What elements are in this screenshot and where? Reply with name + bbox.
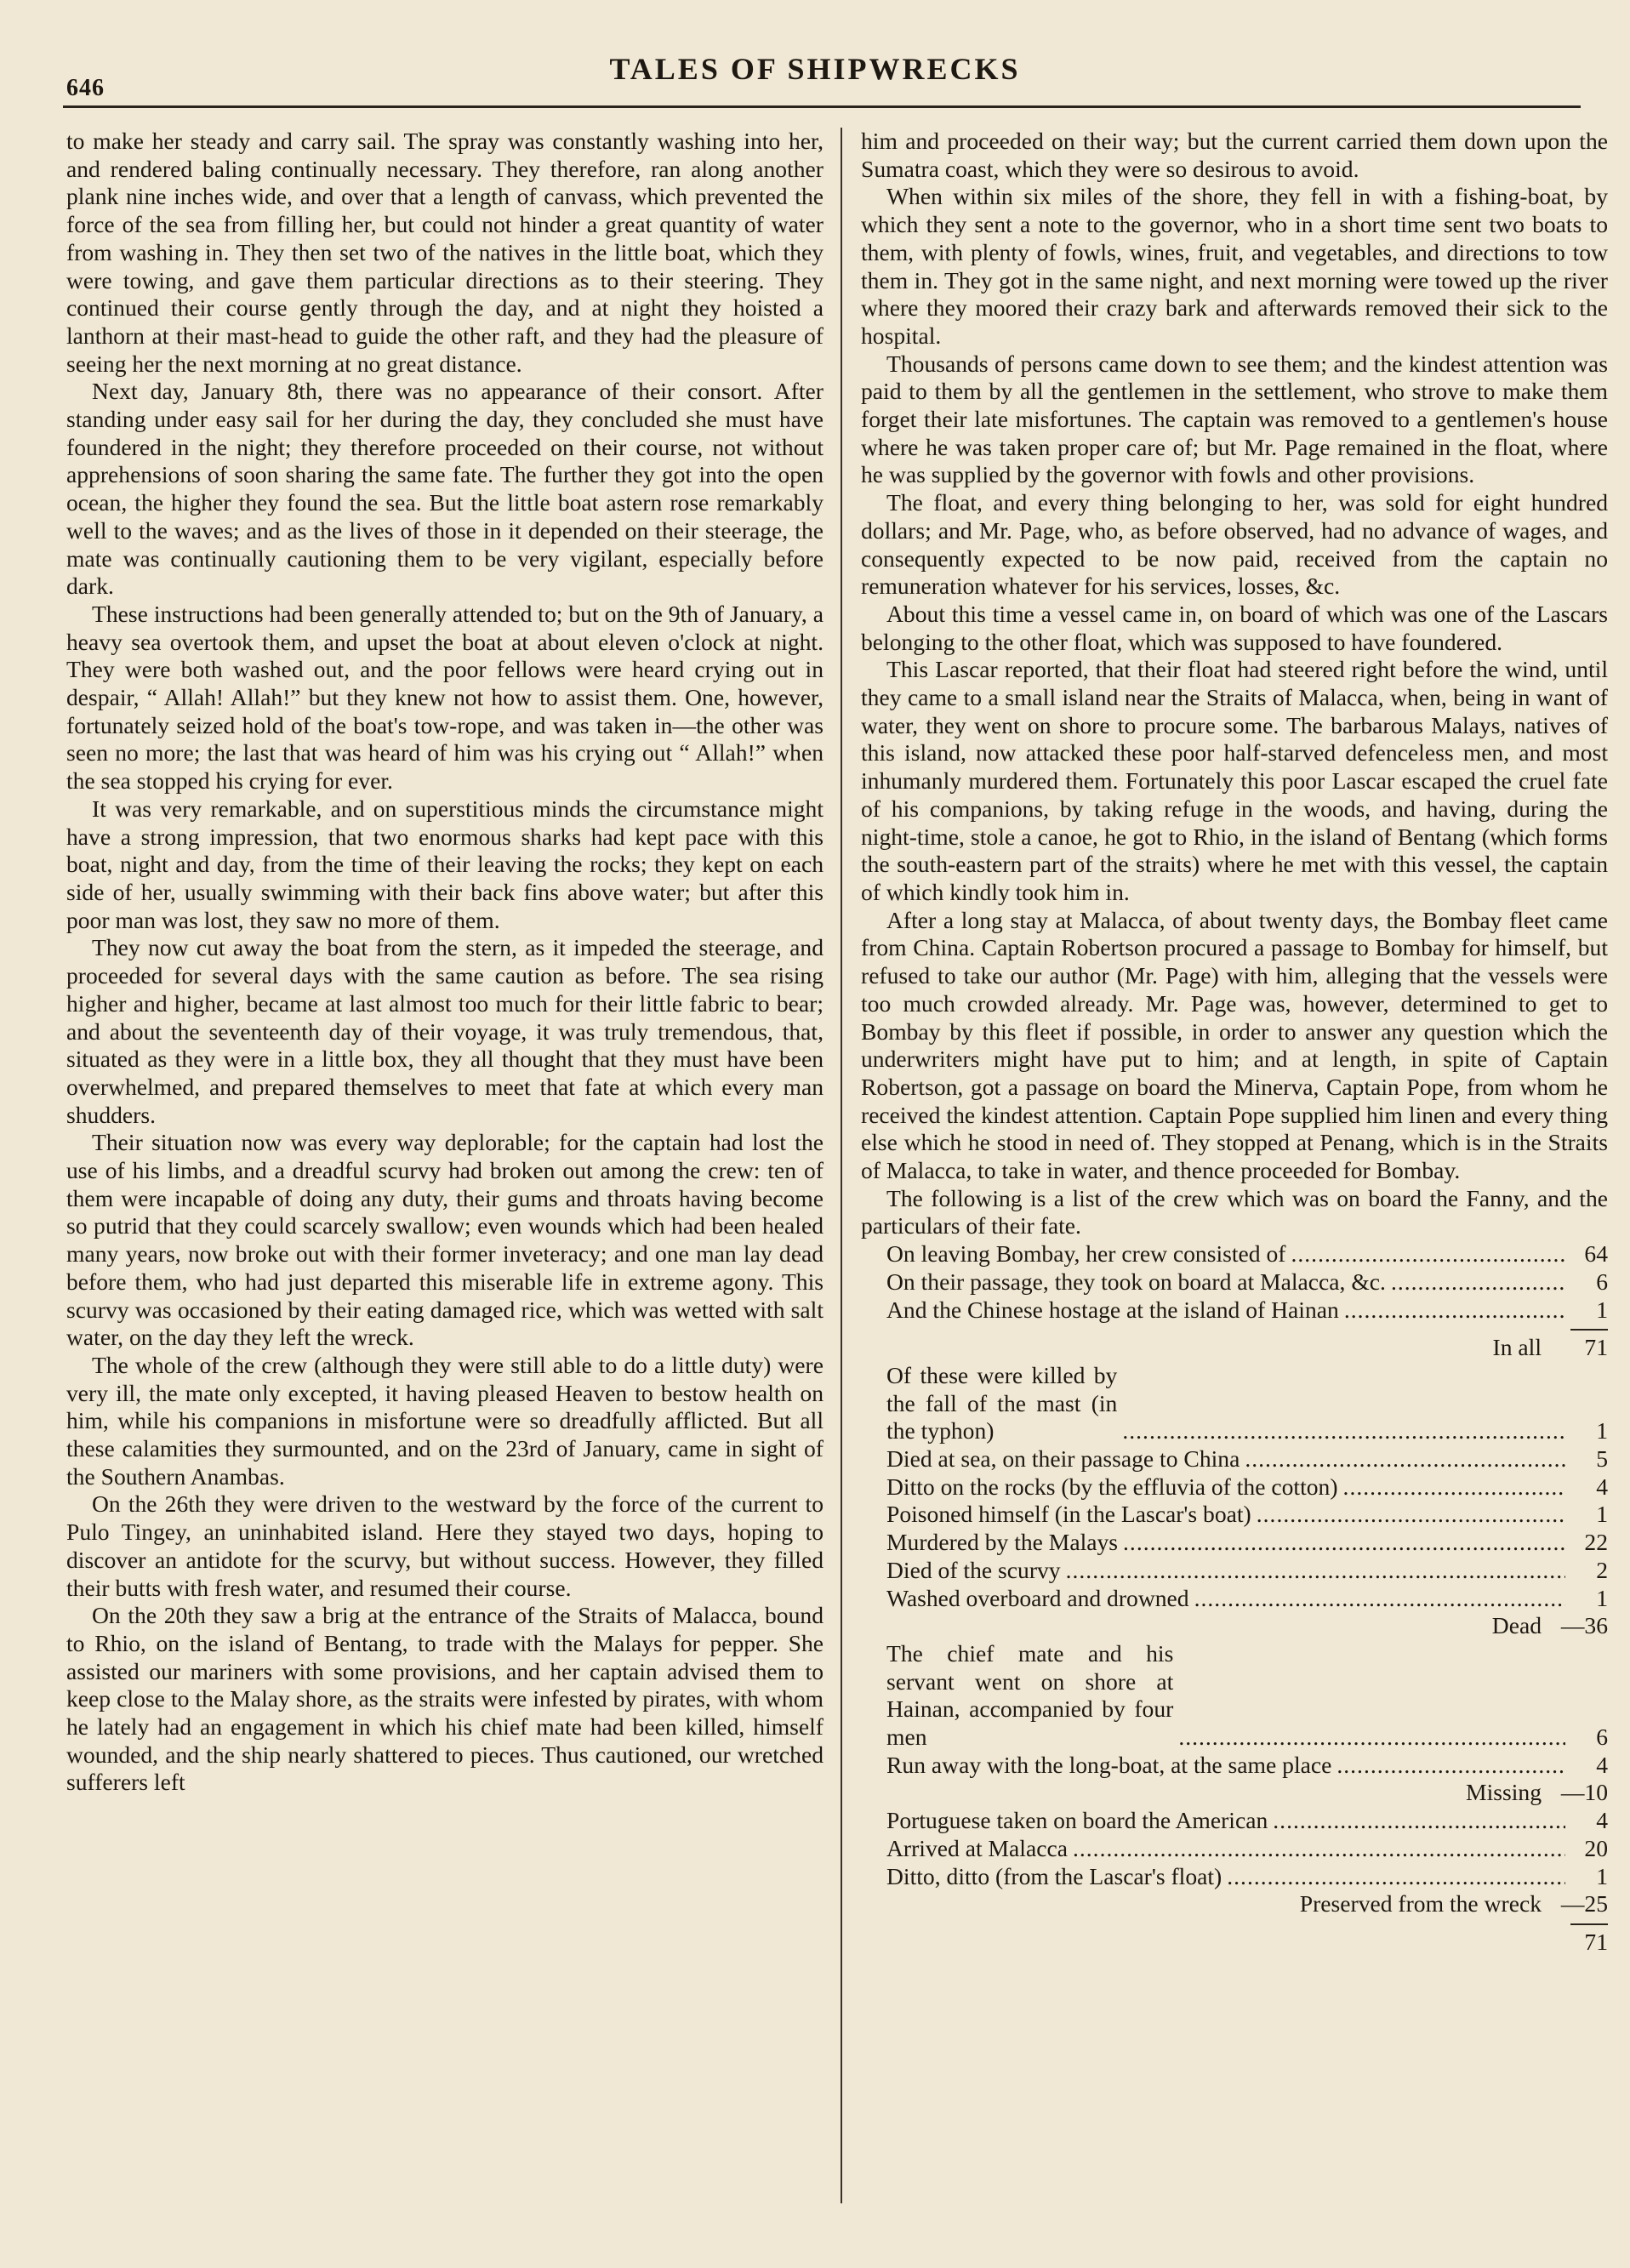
crew-list-intro: The following is a list of the crew which was on board the Fanny, and the particulars of their fate. bbox=[861, 1184, 1608, 1239]
paragraph: These instructions had been generally attended to; but on the 9th of January, a heavy sea overtook them, and upset the boat at about eleven o'clock at night. They were both washed out, and the poor fellows were heard crying out in despair, “ Allah! Allah!” but they knew not how to assist them. One, however, fortunately seized hold of the boat's tow-rope, and was taken in—the other was seen no more; the last that was heard of him was his crying out “ Allah!” when the sea stopped his crying for ever. bbox=[66, 600, 824, 795]
row-value: 20 bbox=[1584, 1834, 1608, 1861]
paragraph: It was very remarkable, and on superstitious minds the circumstance might have a strong impression, that two enormous sharks had kept pace with this boat, night and day, from the time of their leaving the rocks; they kept on each side of her, usually swimming with their back fins above water; but after this poor man was lost, they saw no more of them. bbox=[66, 795, 824, 933]
dot-leader bbox=[1336, 1752, 1565, 1780]
dot-leader bbox=[1391, 1268, 1565, 1296]
row-value: 2 bbox=[1596, 1556, 1608, 1583]
paragraph: After a long stay at Malacca, of about twenty days, the Bombay fleet came from China. Captain Robertson procured a passage to Bombay for himself, but refused to take our author (Mr. Page) with him, alleging that the vessels were too much crowded already. Mr. Page was, however, determined to get to Bombay by this fleet if possible, in order to answer any question which the underwriters might have put to him; and at length, in spite of Captain Robertson, got a passage on board the Minerva, Captain Pope, from whom he received the kindest attention. Captain Pope supplied him linen and every thing else which he stood in need of. They stopped at Penang, which is in the Straits of Malacca, to take in water, and thence proceeded for Bombay. bbox=[861, 906, 1608, 1184]
row-label: Murdered by the Malays bbox=[886, 1529, 1119, 1556]
row-label: Washed overboard and drowned bbox=[886, 1584, 1189, 1611]
fate-row bbox=[861, 1362, 1608, 1445]
dot-leader bbox=[1227, 1863, 1565, 1891]
missing-subtotal bbox=[861, 1779, 1608, 1807]
crew-row bbox=[861, 1296, 1608, 1325]
fate-row bbox=[861, 1557, 1608, 1585]
left-column bbox=[66, 128, 824, 1797]
paragraph: This Lascar reported, that their float had steered right before the wind, until they came to a small island near the Straits of Malacca, when, being in want of water, they went on shore to procure some. The barbarous Malays, natives of this island, now attacked these poor half-starved defenceless men, and most inhumanly murdered them. Fortunately this poor Lascar escaped the cruel fate of his companions, by taking refuge in the woods, and having, during the night-time, stole a canoe, he got to Rhio, in the island of Bentang (which forms the south-eastern part of the straits) where he met with this vessel, the captain of which kindly took him in. bbox=[861, 656, 1608, 905]
row-value: 1 bbox=[1596, 1501, 1608, 1528]
fate-row bbox=[861, 1529, 1608, 1557]
fate-row bbox=[861, 1473, 1608, 1502]
row-label: Run away with the long-boat, at the same place bbox=[886, 1751, 1332, 1778]
total-label: In all bbox=[1492, 1334, 1542, 1361]
row-label: Ditto on the rocks (by the effluvia of the cotton) bbox=[886, 1473, 1338, 1500]
missing-row bbox=[861, 1752, 1608, 1780]
in-all-total bbox=[861, 1334, 1608, 1362]
row-value: 4 bbox=[1596, 1807, 1608, 1834]
crew-table bbox=[861, 1240, 1608, 1957]
paragraph: When within six miles of the shore, they fell in with a fishing-boat, by which they sent a note to the governor, who in a short time sent two boats to them, with plenty of fowls, wines, fruit, and vegetables, and directions to tow them in. They got in the same night, and next morning were towed up the river where they moored their crazy bark and afterwards removed their sick to the hospital. bbox=[861, 183, 1608, 349]
dot-leader bbox=[1073, 1835, 1565, 1863]
fate-row bbox=[861, 1585, 1608, 1613]
row-label: Poisoned himself (in the Lascar's boat) bbox=[886, 1501, 1251, 1528]
subtotal-label: Dead bbox=[1491, 1612, 1542, 1639]
row-label: On their passage, they took on board at Malacca, &c. bbox=[886, 1268, 1386, 1295]
row-label: Died of the scurvy bbox=[886, 1556, 1061, 1583]
paragraph: Next day, January 8th, there was no appearance of their consort. After standing under easy sail for her during the day, they concluded she must have foundered in the night; they therefore proceeded on their course, not without apprehensions of soon sharing the same fate. The further they got into the open ocean, the higher they found the sea. But the little boat astern rose remarkably well to the waves; and as the lives of those in it depended on their steerage, the mate was continually cautioning them to be very vigilant, especially before dark. bbox=[66, 378, 824, 600]
crew-row bbox=[861, 1268, 1608, 1296]
dot-leader bbox=[1066, 1557, 1565, 1585]
paragraph: him and proceeded on their way; but the current carried them down upon the Sumatra coast, which they were so desirous to avoid. bbox=[861, 128, 1608, 182]
dot-leader bbox=[1273, 1807, 1565, 1835]
paragraph: They now cut away the boat from the stern, as it impeded the steerage, and proceeded for several days with the same caution as before. The sea rising higher and higher, became at last almost too much for their little fabric to bear; and about the seventeenth day of their voyage, it was truly tremendous, that, situated as they were in a little box, they all thought that they must have been overwhelmed, and prepared themselves to meet that fate at which every man shudders. bbox=[66, 934, 824, 1128]
row-value: 6 bbox=[1596, 1724, 1608, 1751]
row-label: Arrived at Malacca bbox=[886, 1834, 1068, 1861]
fate-row bbox=[861, 1445, 1608, 1473]
total-value: 71 bbox=[1584, 1334, 1608, 1361]
row-value: 4 bbox=[1596, 1751, 1608, 1778]
row-value: 1 bbox=[1596, 1296, 1608, 1323]
grand-total-value: 71 bbox=[1584, 1929, 1608, 1955]
row-label: On leaving Bombay, her crew consisted of bbox=[886, 1240, 1286, 1268]
dot-leader bbox=[1343, 1473, 1565, 1502]
preserved-row bbox=[861, 1863, 1608, 1891]
paragraph: Their situation now was every way deplorable; for the captain had lost the use of his limbs, and a dreadful scurvy had broken out among the crew: ten of them were incapable of doing any duty, their gums and throats having become so putrid that they could scarcely swallow; even wounds which had been healed many years, now broke out with their former inveteracy; and one man lay dead before them, who had just departed this miserable life in extreme agony. This scurvy was occasioned by their eating damaged rice, which was wetted with salt water, on the day they left the wreck. bbox=[66, 1129, 824, 1351]
dot-leader bbox=[1257, 1501, 1565, 1529]
paragraph: About this time a vessel came in, on board of which was one of the Lascars belonging to the other float, which was supposed to have foundered. bbox=[861, 600, 1608, 655]
grand-total bbox=[861, 1929, 1608, 1957]
dead-subtotal bbox=[861, 1612, 1608, 1640]
subtotal-value: —36 bbox=[1560, 1612, 1608, 1639]
preserved-subtotal bbox=[861, 1890, 1608, 1918]
row-value: 22 bbox=[1584, 1529, 1608, 1556]
row-label: Of these were killed by the fall of the mast (in the typhon) bbox=[886, 1361, 1118, 1445]
dot-leader bbox=[1194, 1585, 1565, 1613]
paragraph: The whole of the crew (although they were still able to do a little duty) were very ill, the mate only excepted, it having pleased Heaven to bestow health on him, while his companions in misfortune were so dreadfully afflicted. But all these calamities they surmounted, and on the 23rd of January, came in sight of the Southern Anambas. bbox=[66, 1351, 824, 1490]
dot-leader bbox=[1291, 1240, 1565, 1268]
paragraph: The float, and every thing belonging to her, was sold for eight hundred dollars; and Mr. Page, who, as before observed, had no advance of wages, and consequently expected to be now paid, received from the captain no remuneration whatever for his services, losses, &c. bbox=[861, 489, 1608, 600]
subtotal-label: Missing bbox=[1466, 1779, 1542, 1806]
sum-rule bbox=[1570, 1329, 1608, 1331]
page-number: 646 bbox=[66, 75, 105, 101]
dot-leader bbox=[1178, 1724, 1565, 1752]
row-label: And the Chinese hostage at the island of Hainan bbox=[886, 1296, 1339, 1323]
column-divider bbox=[841, 128, 842, 2203]
row-value: 1 bbox=[1596, 1862, 1608, 1889]
missing-row bbox=[861, 1640, 1608, 1752]
subtotal-value: —10 bbox=[1560, 1779, 1608, 1806]
row-label: Ditto, ditto (from the Lascar's float) bbox=[886, 1862, 1222, 1889]
row-value: 5 bbox=[1596, 1445, 1608, 1473]
dot-leader bbox=[1123, 1529, 1565, 1557]
row-label: The chief mate and his servant went on shore at Hainan, accompanied by four men bbox=[886, 1639, 1174, 1751]
row-value: 64 bbox=[1584, 1240, 1608, 1268]
row-value: 6 bbox=[1596, 1268, 1608, 1295]
subtotal-value: —25 bbox=[1560, 1890, 1608, 1918]
subtotal-label: Preserved from the wreck bbox=[1299, 1890, 1542, 1918]
running-head-title: TALES OF SHIPWRECKS bbox=[609, 52, 1021, 86]
total-rule bbox=[1570, 1923, 1608, 1925]
row-label: Portuguese taken on board the American bbox=[886, 1807, 1268, 1834]
row-value: 1 bbox=[1596, 1584, 1608, 1611]
crew-row bbox=[861, 1240, 1608, 1268]
paragraph: On the 20th they saw a brig at the entrance of the Straits of Malacca, bound to Rhio, on the island of Bentang, to trade with the Malays for pepper. She assisted our mariners with some provisions, and her captain advised them to keep close to the Malay shore, as the straits were infested by pirates, with whom he lately had an engagement in which his chief mate had been killed, himself wounded, and the ship nearly shattered to pieces. Thus cautioned, our wretched sufferers left bbox=[66, 1602, 824, 1796]
row-value: 4 bbox=[1596, 1473, 1608, 1500]
dot-leader bbox=[1245, 1445, 1565, 1473]
paragraph: to make her steady and carry sail. The spray was constantly washing into her, and rendered baling continually necessary. They therefore, ran along another plank nine inches wide, and over that a length of canvass, which prevented the force of the sea from filling her, but could not hinder a great quantity of water from washing in. They then set two of the natives in the little boat, which they were towing, and gave them particular directions as to their steering. They continued their course gently through the day, and at night they hoisted a lanthorn at their mast-head to guide the other raft, and they had the pleasure of seeing her the next morning at no great distance. bbox=[66, 128, 824, 377]
paragraph: Thousands of persons came down to see them; and the kindest attention was paid to them by all the gentlemen in the settlement, who strove to make them forget their late misfortunes. The captain was removed to a gentlemen's house where he was taken proper care of; but Mr. Page remained in the float, where he was supplied by the governor with fowls and other provisions. bbox=[861, 350, 1608, 488]
preserved-row bbox=[861, 1807, 1608, 1835]
row-value: 1 bbox=[1596, 1417, 1608, 1445]
right-column bbox=[861, 128, 1608, 1957]
paragraph: On the 26th they were driven to the westward by the force of the current to Pulo Tingey, an uninhabited island. Here they stayed two days, hoping to discover an antidote for the scurvy, but without success. However, they filled their butts with fresh water, and resumed their course. bbox=[66, 1490, 824, 1601]
preserved-row bbox=[861, 1835, 1608, 1863]
dot-leader bbox=[1344, 1296, 1565, 1325]
fate-row bbox=[861, 1501, 1608, 1529]
header-rule bbox=[63, 105, 1581, 108]
dot-leader bbox=[1122, 1417, 1565, 1445]
row-label: Died at sea, on their passage to China bbox=[886, 1445, 1240, 1473]
